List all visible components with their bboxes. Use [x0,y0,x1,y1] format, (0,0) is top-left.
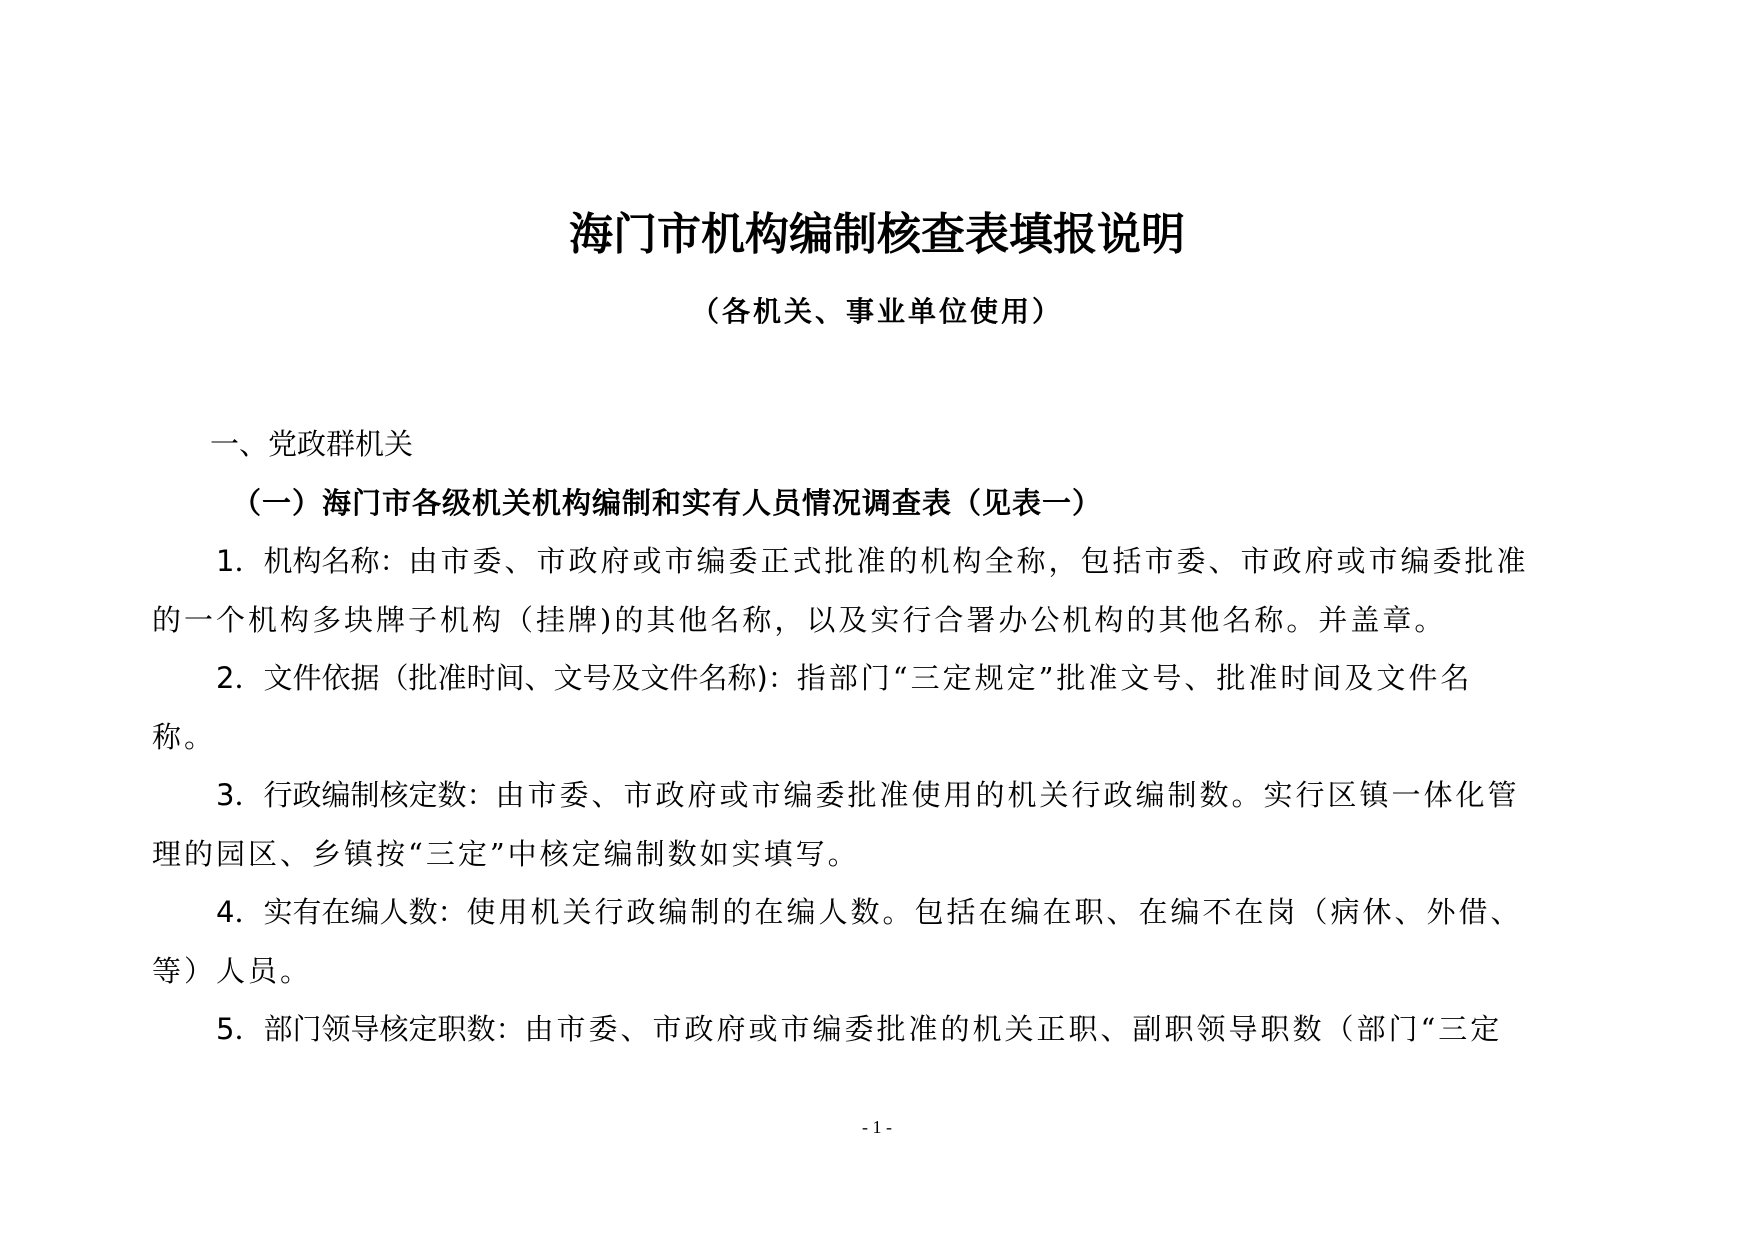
item-1-line-2: 的一个机构多块牌子机构（挂牌)的其他名称，以及实行合署办公机构的其他名称。并盖章。 [152,602,1447,637]
document-body [152,415,1612,1059]
item-1-line-1 [152,532,1612,591]
item-5-line-1 [152,1000,1612,1059]
item-1-lead: 1．机构名称： [216,544,409,578]
item-2-line-1 [152,649,1612,708]
subsection-heading: （一）海门市各级机关机构编制和实有人员情况调查表（见表一） [232,485,1103,520]
item-3-lead: 3．行政编制核定数： [216,778,496,812]
section-heading: 一、党政群机关 [210,427,414,461]
item-5-text: 由市委、市政府或市编委批准的机关正职、副职领导职数（部门“三定 [524,1012,1503,1046]
item-2-line-2: 称。 [152,719,217,754]
item-3-line-2: 理的园区、乡镇按“三定”中核定编制数如实填写。 [152,836,860,871]
item-2-text: 指部门“三定规定”批准文号、批准时间及文件名 [796,661,1473,695]
item-3-line-1 [152,766,1612,825]
item-4-text: 使用机关行政编制的在编人数。包括在编在职、在编不在岗（病休、外借、 [466,895,1523,929]
item-1-text: 由市委、市政府或市编委正式批准的机构全称，包括市委、市政府或市编委批准 [408,544,1529,578]
item-4-line-2: 等）人员。 [152,953,313,988]
page-number: - 1 - [862,1117,892,1137]
item-4-lead: 4．实有在编人数： [216,895,467,929]
item-5-lead: 5．部门领导核定职数： [216,1012,525,1046]
item-4-line-1 [152,883,1612,942]
document-subtitle: （各机关、事业单位使用） [690,295,1063,328]
item-3-text: 由市委、市政府或市编委批准使用的机关行政编制数。实行区镇一体化管 [495,778,1520,812]
item-2-lead: 2．文件依据（批准时间、文号及文件名称)： [216,661,797,695]
document-title: 海门市机构编制核查表填报说明 [569,209,1185,260]
